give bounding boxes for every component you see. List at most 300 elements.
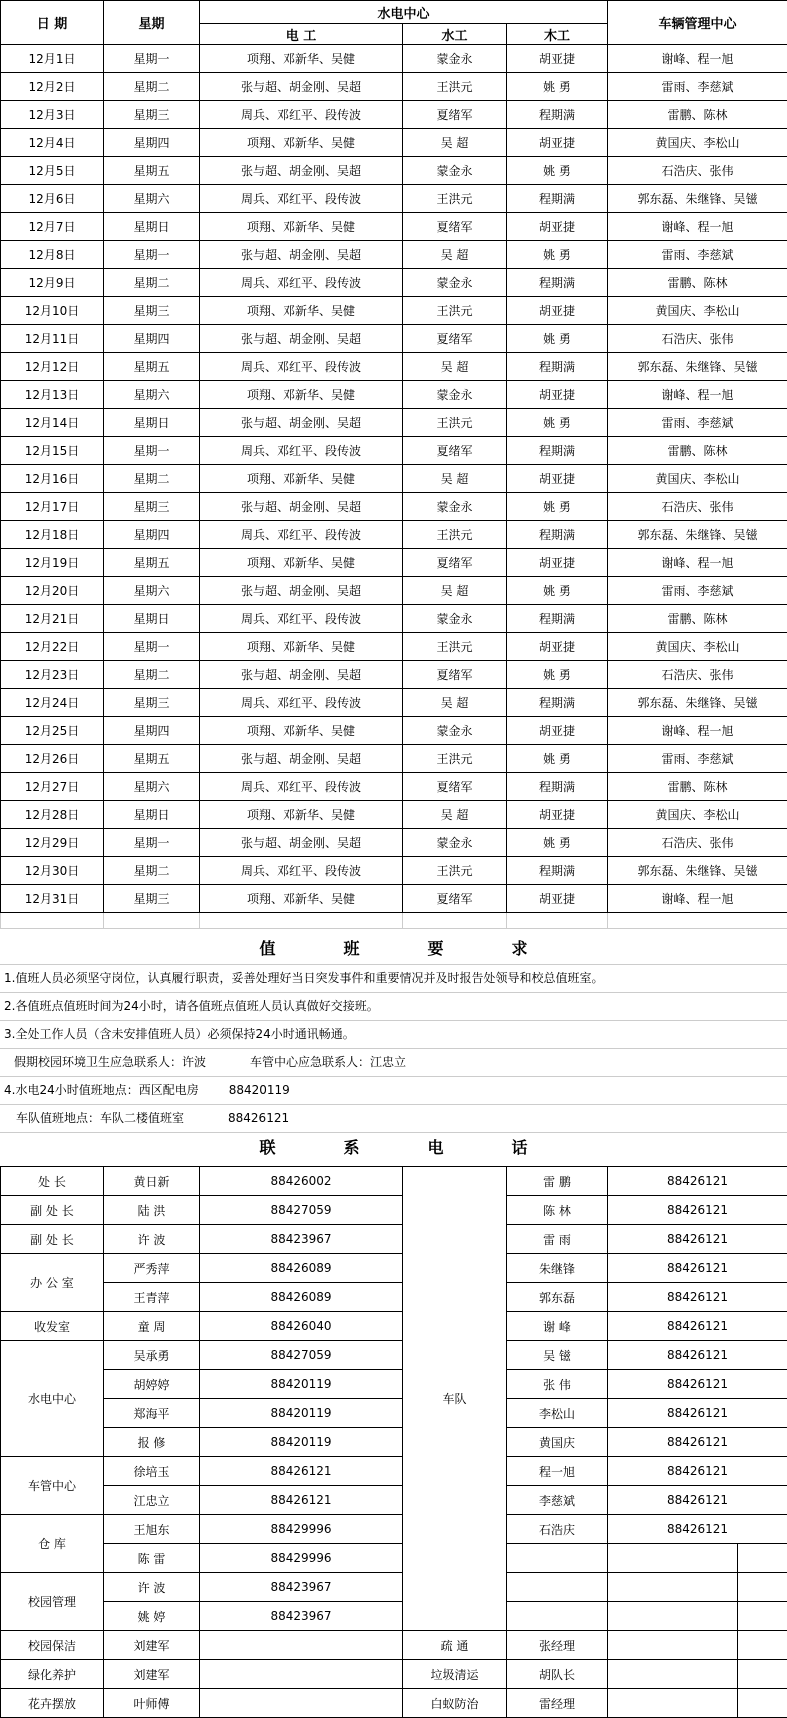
- vehicle-cell: 郭东磊、朱继锋、吴镃: [608, 353, 787, 381]
- date-cell: 12月30日: [1, 857, 104, 885]
- contact-dept-cell: 副 处 长: [1, 1225, 104, 1254]
- electric-cell: 张与超、胡金刚、吴超: [200, 493, 403, 521]
- plumber-cell: 蒙金永: [403, 269, 507, 297]
- carpenter-cell: 姚 勇: [507, 157, 608, 185]
- plumber-cell: 夏绪军: [403, 437, 507, 465]
- electric-cell: 项翔、邓新华、吴健: [200, 633, 403, 661]
- requirements-title-char: 班: [343, 934, 359, 964]
- empty-cell: [507, 1573, 608, 1602]
- vehicle-cell: 黄国庆、李松山: [608, 129, 787, 157]
- plumber-header: 水工: [403, 24, 507, 45]
- service-contact-row: [1, 1689, 787, 1718]
- vehicle-cell: 雷鹏、陈林: [608, 101, 787, 129]
- water-duty-location-line: [0, 1076, 787, 1104]
- vehicle-cell: 黄国庆、李松山: [608, 465, 787, 493]
- weekday-cell: 星期四: [104, 521, 200, 549]
- vehicle-cell: 雷鹏、陈林: [608, 269, 787, 297]
- date-cell: 12月20日: [1, 577, 104, 605]
- carpenter-cell: 胡亚捷: [507, 717, 608, 745]
- schedule-header-row: [1, 1, 787, 24]
- weekday-cell: 星期六: [104, 773, 200, 801]
- service-contact-row: [1, 1631, 787, 1660]
- vehicle-cell: 谢峰、程一旭: [608, 885, 787, 913]
- carpenter-cell: 胡亚捷: [507, 549, 608, 577]
- fleet-name-cell: 吴 镃: [507, 1341, 608, 1370]
- plumber-cell: 蒙金永: [403, 381, 507, 409]
- requirement-item-3: 3.全处工作人员（含未安排值班人员）必须保持24小时通讯畅通。: [0, 1020, 787, 1048]
- contacts-title-char: 系: [343, 1133, 359, 1163]
- date-cell: 12月28日: [1, 801, 104, 829]
- contact-dept-cell: 处 长: [1, 1167, 104, 1196]
- plumber-cell: 吴 超: [403, 353, 507, 381]
- spacer-cell: [1, 913, 104, 929]
- date-cell: 12月26日: [1, 745, 104, 773]
- schedule-row: [1, 101, 787, 129]
- vehicle-cell: 雷雨、李慈斌: [608, 745, 787, 773]
- plumber-cell: 王洪元: [403, 745, 507, 773]
- fleet-phone-cell: 88426121: [608, 1225, 787, 1254]
- contact-name-cell: 吴承勇: [104, 1341, 200, 1370]
- weekday-cell: 星期四: [104, 717, 200, 745]
- service-dept2-cell: 疏 通: [403, 1631, 507, 1660]
- fleet-name-cell: 雷 雨: [507, 1225, 608, 1254]
- date-cell: 12月25日: [1, 717, 104, 745]
- date-cell: 12月17日: [1, 493, 104, 521]
- schedule-row: [1, 129, 787, 157]
- date-cell: 12月5日: [1, 157, 104, 185]
- date-cell: 12月22日: [1, 633, 104, 661]
- carpenter-cell: 程期满: [507, 437, 608, 465]
- electric-cell: 张与超、胡金刚、吴超: [200, 829, 403, 857]
- plumber-cell: 王洪元: [403, 185, 507, 213]
- empty-cell: [738, 1573, 787, 1602]
- electric-cell: 张与超、胡金刚、吴超: [200, 73, 403, 101]
- plumber-cell: 夏绪军: [403, 661, 507, 689]
- contacts-title-char: 话: [512, 1133, 528, 1163]
- schedule-row: [1, 521, 787, 549]
- water-duty-location: 4.水电24小时值班地点：西区配电房: [4, 1083, 199, 1097]
- plumber-cell: 王洪元: [403, 633, 507, 661]
- electric-cell: 周兵、邓红平、段传波: [200, 353, 403, 381]
- weekday-cell: 星期三: [104, 101, 200, 129]
- contact-row: [1, 1544, 787, 1573]
- schedule-row: [1, 633, 787, 661]
- contact-name-cell: 胡婷婷: [104, 1370, 200, 1399]
- weekday-cell: 星期三: [104, 885, 200, 913]
- contact-phone-cell: 88423967: [200, 1225, 403, 1254]
- vehicle-cell: 石浩庆、张伟: [608, 157, 787, 185]
- contact-phone-cell: 88427059: [200, 1196, 403, 1225]
- vehicle-emergency-contact: 车管中心应急联系人：江忠立: [250, 1055, 406, 1069]
- carpenter-cell: 程期满: [507, 857, 608, 885]
- electric-cell: 项翔、邓新华、吴健: [200, 465, 403, 493]
- plumber-cell: 吴 超: [403, 465, 507, 493]
- carpenter-cell: 姚 勇: [507, 241, 608, 269]
- date-cell: 12月21日: [1, 605, 104, 633]
- date-cell: 12月31日: [1, 885, 104, 913]
- contact-row: [1, 1486, 787, 1515]
- carpenter-cell: 程期满: [507, 353, 608, 381]
- env-emergency-contact: 假期校园环境卫生应急联系人：许波: [14, 1055, 206, 1069]
- vehicle-cell: 谢峰、程一旭: [608, 45, 787, 73]
- weekday-cell: 星期五: [104, 353, 200, 381]
- fleet-phone-cell: 88426121: [608, 1370, 787, 1399]
- weekday-cell: 星期三: [104, 689, 200, 717]
- contact-phone-cell: 88420119: [200, 1370, 403, 1399]
- spacer-cell: [403, 913, 507, 929]
- electric-cell: 项翔、邓新华、吴健: [200, 213, 403, 241]
- requirements-title-char: 要: [428, 934, 444, 964]
- date-cell: 12月8日: [1, 241, 104, 269]
- contact-phone-cell: 88426002: [200, 1167, 403, 1196]
- vehicle-cell: 石浩庆、张伟: [608, 661, 787, 689]
- vehicle-cell: 郭东磊、朱继锋、吴镃: [608, 857, 787, 885]
- date-cell: 12月1日: [1, 45, 104, 73]
- carpenter-cell: 程期满: [507, 521, 608, 549]
- spacer-cell: [507, 913, 608, 929]
- contact-row: [1, 1196, 787, 1225]
- requirements-title-char: 求: [512, 934, 528, 964]
- date-cell: 12月10日: [1, 297, 104, 325]
- contact-name-cell: 王青萍: [104, 1283, 200, 1312]
- electric-cell: 周兵、邓红平、段传波: [200, 521, 403, 549]
- empty-cell: [738, 1602, 787, 1631]
- date-cell: 12月12日: [1, 353, 104, 381]
- carpenter-cell: 姚 勇: [507, 73, 608, 101]
- electric-cell: 周兵、邓红平、段传波: [200, 437, 403, 465]
- water-center-header: 水电中心: [200, 1, 608, 24]
- electric-cell: 项翔、邓新华、吴健: [200, 45, 403, 73]
- contacts-title-char: 联: [259, 1133, 275, 1163]
- schedule-row: [1, 829, 787, 857]
- fleet-phone-cell: 88426121: [608, 1428, 787, 1457]
- fleet-name-cell: 李松山: [507, 1399, 608, 1428]
- empty-cell: [507, 1602, 608, 1631]
- electric-cell: 张与超、胡金刚、吴超: [200, 661, 403, 689]
- fleet-phone-cell: 88426121: [608, 1167, 787, 1196]
- schedule-row: [1, 45, 787, 73]
- contact-phone-cell: 88420119: [200, 1428, 403, 1457]
- contact-row: [1, 1399, 787, 1428]
- empty-cell: [200, 1660, 403, 1689]
- contact-row: [1, 1515, 787, 1544]
- schedule-row: [1, 605, 787, 633]
- plumber-cell: 吴 超: [403, 801, 507, 829]
- fleet-name-cell: 雷 鹏: [507, 1167, 608, 1196]
- contact-phone-cell: 88429996: [200, 1544, 403, 1573]
- empty-cell: [738, 1660, 787, 1689]
- contact-phone-cell: 88427059: [200, 1341, 403, 1370]
- electric-cell: 张与超、胡金刚、吴超: [200, 241, 403, 269]
- schedule-row: [1, 661, 787, 689]
- weekday-cell: 星期三: [104, 297, 200, 325]
- contact-phone-cell: 88426040: [200, 1312, 403, 1341]
- fleet-phone-cell: 88426121: [608, 1312, 787, 1341]
- weekday-cell: 星期一: [104, 437, 200, 465]
- schedule-row: [1, 381, 787, 409]
- plumber-cell: 蒙金永: [403, 45, 507, 73]
- empty-cell: [608, 1602, 738, 1631]
- contact-row: [1, 1457, 787, 1486]
- carpenter-cell: 胡亚捷: [507, 45, 608, 73]
- carpenter-cell: 胡亚捷: [507, 801, 608, 829]
- contact-row: [1, 1370, 787, 1399]
- vehicle-cell: 石浩庆、张伟: [608, 493, 787, 521]
- service-dept2-cell: 白蚁防治: [403, 1689, 507, 1718]
- fleet-duty-location: 车队值班地点：车队二楼值班室: [16, 1111, 184, 1125]
- requirements-title: [0, 934, 787, 964]
- electric-cell: 周兵、邓红平、段传波: [200, 773, 403, 801]
- electric-cell: 项翔、邓新华、吴健: [200, 549, 403, 577]
- schedule-row: [1, 857, 787, 885]
- contact-name-cell: 江忠立: [104, 1486, 200, 1515]
- vehicle-cell: 郭东磊、朱继锋、吴镃: [608, 521, 787, 549]
- service-name-cell: 叶师傅: [104, 1689, 200, 1718]
- date-cell: 12月3日: [1, 101, 104, 129]
- date-cell: 12月23日: [1, 661, 104, 689]
- carpenter-cell: 胡亚捷: [507, 129, 608, 157]
- date-cell: 12月24日: [1, 689, 104, 717]
- carpenter-cell: 姚 勇: [507, 409, 608, 437]
- spacer-cell: [200, 913, 403, 929]
- contact-row: [1, 1341, 787, 1370]
- plumber-cell: 夏绪军: [403, 885, 507, 913]
- vehicle-cell: 谢峰、程一旭: [608, 549, 787, 577]
- weekday-cell: 星期六: [104, 577, 200, 605]
- weekday-cell: 星期二: [104, 465, 200, 493]
- schedule-row: [1, 241, 787, 269]
- schedule-row: [1, 437, 787, 465]
- vehicle-cell: 雷雨、李慈斌: [608, 577, 787, 605]
- electric-header: 电 工: [200, 24, 403, 45]
- contact-row: [1, 1283, 787, 1312]
- contact-name-cell: 严秀萍: [104, 1254, 200, 1283]
- weekday-cell: 星期二: [104, 269, 200, 297]
- requirements-title-char: 值: [259, 934, 275, 964]
- date-cell: 12月9日: [1, 269, 104, 297]
- electric-cell: 项翔、邓新华、吴健: [200, 129, 403, 157]
- service-name2-cell: 胡队长: [507, 1660, 608, 1689]
- contact-name-cell: 许 波: [104, 1225, 200, 1254]
- fleet-name-cell: 黄国庆: [507, 1428, 608, 1457]
- contact-phone-cell: 88420119: [200, 1399, 403, 1428]
- carpenter-cell: 胡亚捷: [507, 381, 608, 409]
- contact-row: [1, 1312, 787, 1341]
- contact-name-cell: 许 波: [104, 1573, 200, 1602]
- weekday-cell: 星期二: [104, 857, 200, 885]
- schedule-row: [1, 157, 787, 185]
- contact-row: [1, 1254, 787, 1283]
- electric-cell: 周兵、邓红平、段传波: [200, 689, 403, 717]
- contact-dept-cell: 办 公 室: [1, 1254, 104, 1312]
- weekday-cell: 星期一: [104, 241, 200, 269]
- carpenter-cell: 胡亚捷: [507, 213, 608, 241]
- electric-cell: 张与超、胡金刚、吴超: [200, 157, 403, 185]
- fleet-name-cell: 陈 林: [507, 1196, 608, 1225]
- carpenter-cell: 姚 勇: [507, 829, 608, 857]
- service-dept-cell: 花卉摆放: [1, 1689, 104, 1718]
- electric-cell: 项翔、邓新华、吴健: [200, 801, 403, 829]
- carpenter-cell: 程期满: [507, 689, 608, 717]
- schedule-body: [1, 45, 787, 913]
- schedule-spacer-row: [1, 913, 787, 929]
- date-header: 日 期: [1, 1, 104, 45]
- plumber-cell: 蒙金永: [403, 829, 507, 857]
- contacts-body: [1, 1167, 787, 1718]
- fleet-phone-cell: 88426121: [608, 1399, 787, 1428]
- contact-phone-cell: 88426121: [200, 1486, 403, 1515]
- electric-cell: 张与超、胡金刚、吴超: [200, 577, 403, 605]
- fleet-label-cell: 车队: [403, 1167, 507, 1631]
- fleet-phone-cell: 88426121: [608, 1196, 787, 1225]
- service-dept-cell: 校园保洁: [1, 1631, 104, 1660]
- carpenter-cell: 程期满: [507, 185, 608, 213]
- contact-phone-cell: 88423967: [200, 1573, 403, 1602]
- fleet-name-cell: 李慈斌: [507, 1486, 608, 1515]
- contacts-title-char: 电: [428, 1133, 444, 1163]
- carpenter-header: 木工: [507, 24, 608, 45]
- schedule-row: [1, 549, 787, 577]
- date-cell: 12月7日: [1, 213, 104, 241]
- service-dept2-cell: 垃圾清运: [403, 1660, 507, 1689]
- duty-requirements: [0, 934, 787, 1163]
- weekday-cell: 星期四: [104, 325, 200, 353]
- weekday-cell: 星期日: [104, 409, 200, 437]
- vehicle-cell: 谢峰、程一旭: [608, 717, 787, 745]
- empty-cell: [608, 1689, 738, 1718]
- carpenter-cell: 姚 勇: [507, 493, 608, 521]
- weekday-cell: 星期一: [104, 45, 200, 73]
- vehicle-center-header: 车辆管理中心: [608, 1, 787, 45]
- vehicle-cell: 谢峰、程一旭: [608, 213, 787, 241]
- date-cell: 12月11日: [1, 325, 104, 353]
- weekday-cell: 星期日: [104, 801, 200, 829]
- date-cell: 12月2日: [1, 73, 104, 101]
- carpenter-cell: 程期满: [507, 605, 608, 633]
- empty-cell: [507, 1544, 608, 1573]
- contact-name-cell: 报 修: [104, 1428, 200, 1457]
- fleet-phone-cell: 88426121: [608, 1283, 787, 1312]
- contact-phone-cell: 88429996: [200, 1515, 403, 1544]
- vehicle-cell: 雷鹏、陈林: [608, 437, 787, 465]
- schedule-row: [1, 577, 787, 605]
- schedule-row: [1, 325, 787, 353]
- weekday-cell: 星期一: [104, 633, 200, 661]
- plumber-cell: 蒙金永: [403, 157, 507, 185]
- electric-cell: 项翔、邓新华、吴健: [200, 297, 403, 325]
- contact-name-cell: 陈 雷: [104, 1544, 200, 1573]
- carpenter-cell: 程期满: [507, 269, 608, 297]
- spacer-cell: [608, 913, 787, 929]
- vehicle-cell: 雷鹏、陈林: [608, 605, 787, 633]
- empty-cell: [608, 1573, 738, 1602]
- date-cell: 12月27日: [1, 773, 104, 801]
- contact-row: [1, 1428, 787, 1457]
- electric-cell: 项翔、邓新华、吴健: [200, 717, 403, 745]
- service-name-cell: 刘建军: [104, 1660, 200, 1689]
- plumber-cell: 吴 超: [403, 241, 507, 269]
- weekday-cell: 星期三: [104, 493, 200, 521]
- plumber-cell: 王洪元: [403, 409, 507, 437]
- contact-phone-cell: 88423967: [200, 1602, 403, 1631]
- contact-phone-cell: 88426089: [200, 1254, 403, 1283]
- fleet-phone-cell: 88426121: [608, 1254, 787, 1283]
- contacts-table: [0, 1166, 787, 1718]
- contact-dept-cell: 水电中心: [1, 1341, 104, 1457]
- weekday-cell: 星期四: [104, 129, 200, 157]
- plumber-cell: 蒙金永: [403, 493, 507, 521]
- plumber-cell: 吴 超: [403, 577, 507, 605]
- date-cell: 12月18日: [1, 521, 104, 549]
- empty-cell: [608, 1660, 738, 1689]
- schedule-row: [1, 493, 787, 521]
- electric-cell: 项翔、邓新华、吴健: [200, 381, 403, 409]
- contact-dept-cell: 收发室: [1, 1312, 104, 1341]
- fleet-name-cell: 张 伟: [507, 1370, 608, 1399]
- carpenter-cell: 程期满: [507, 773, 608, 801]
- vehicle-cell: 黄国庆、李松山: [608, 633, 787, 661]
- weekday-cell: 星期五: [104, 745, 200, 773]
- carpenter-cell: 姚 勇: [507, 325, 608, 353]
- electric-cell: 张与超、胡金刚、吴超: [200, 325, 403, 353]
- carpenter-cell: 姚 勇: [507, 661, 608, 689]
- fleet-name-cell: 谢 峰: [507, 1312, 608, 1341]
- fleet-name-cell: 石浩庆: [507, 1515, 608, 1544]
- contacts-title: [0, 1132, 787, 1163]
- contact-phone-cell: 88426089: [200, 1283, 403, 1312]
- carpenter-cell: 姚 勇: [507, 577, 608, 605]
- schedule-row: [1, 717, 787, 745]
- contact-dept-cell: 副 处 长: [1, 1196, 104, 1225]
- fleet-duty-phone: 88426121: [228, 1111, 289, 1125]
- electric-cell: 张与超、胡金刚、吴超: [200, 745, 403, 773]
- fleet-phone-cell: 88426121: [608, 1486, 787, 1515]
- date-cell: 12月6日: [1, 185, 104, 213]
- empty-cell: [738, 1544, 787, 1573]
- weekday-cell: 星期六: [104, 185, 200, 213]
- vehicle-cell: 雷雨、李慈斌: [608, 73, 787, 101]
- plumber-cell: 王洪元: [403, 73, 507, 101]
- weekday-cell: 星期五: [104, 549, 200, 577]
- plumber-cell: 王洪元: [403, 297, 507, 325]
- plumber-cell: 夏绪军: [403, 325, 507, 353]
- carpenter-cell: 程期满: [507, 101, 608, 129]
- empty-cell: [738, 1689, 787, 1718]
- contact-name-cell: 徐培玉: [104, 1457, 200, 1486]
- contact-row: [1, 1602, 787, 1631]
- weekday-header: 星期: [104, 1, 200, 45]
- weekday-cell: 星期日: [104, 213, 200, 241]
- plumber-cell: 蒙金永: [403, 717, 507, 745]
- contact-dept-cell: 仓 库: [1, 1515, 104, 1573]
- vehicle-cell: 石浩庆、张伟: [608, 829, 787, 857]
- contact-dept-cell: 校园管理: [1, 1573, 104, 1631]
- contact-name-cell: 姚 婷: [104, 1602, 200, 1631]
- carpenter-cell: 姚 勇: [507, 745, 608, 773]
- water-duty-phone: 88420119: [229, 1083, 290, 1097]
- vehicle-cell: 郭东磊、朱继锋、吴镃: [608, 689, 787, 717]
- plumber-cell: 王洪元: [403, 521, 507, 549]
- schedule-row: [1, 409, 787, 437]
- empty-cell: [738, 1631, 787, 1660]
- contact-phone-cell: 88426121: [200, 1457, 403, 1486]
- plumber-cell: 夏绪军: [403, 213, 507, 241]
- schedule-row: [1, 185, 787, 213]
- spacer-cell: [104, 913, 200, 929]
- emergency-contacts-line: [0, 1048, 787, 1076]
- carpenter-cell: 胡亚捷: [507, 633, 608, 661]
- vehicle-cell: 雷雨、李慈斌: [608, 241, 787, 269]
